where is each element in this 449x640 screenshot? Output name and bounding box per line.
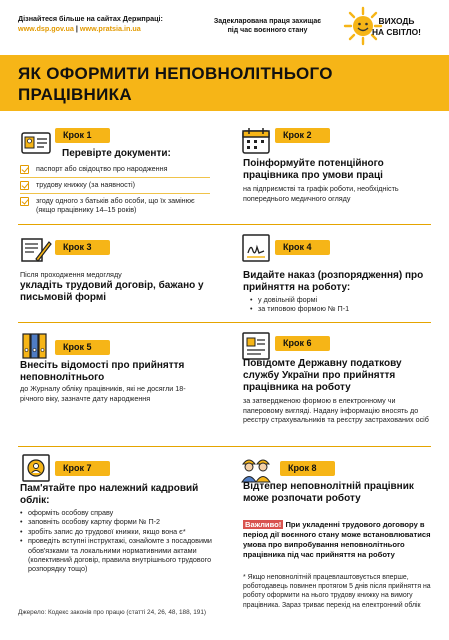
list-item: • у довільній формі [250, 295, 430, 304]
header-campaign [372, 16, 421, 38]
step-2-text: на підприємстві та графік роботи, необхідність попереднього медичного огляду [243, 184, 399, 203]
step-2-badge: Крок 2 [275, 128, 330, 143]
step-8-heading: Відтепер неповнолітній працівник може розпочати роботу [243, 481, 414, 504]
slogan-line-2: під час воєнного стану [227, 27, 308, 34]
attention-badge: Важливо! [245, 520, 282, 529]
step-6-badge: Крок 6 [275, 336, 330, 351]
id-card-icon [20, 127, 52, 159]
checklist-divider [20, 193, 210, 194]
header-links [18, 24, 163, 34]
step-1-heading: Перевірте документи: [62, 148, 171, 159]
step-5-badge: Крок 5 [55, 340, 110, 355]
step-8-badge: Крок 8 [280, 461, 335, 476]
step-8-footnote: * Якщо неповнолітній працевлаштовується вперше, роботодавець повинен протягом 5 днів після прийняття на роботу оформити на нього трудову книжку на вимогу працівника. Зараз триває перехід на електронний облік [243, 574, 431, 609]
list-item: • зробіть запис до трудової книжки, якщо вона є* [20, 527, 225, 536]
section-divider [18, 446, 431, 447]
link-dsp[interactable]: www.dsp.gov.ua [18, 24, 74, 33]
page-title-line-2: ПРАЦІВНИКА [18, 85, 132, 104]
checklist-item [20, 164, 215, 173]
step-4-heading: Видайте наказ (розпорядження) про прийняття на роботу: [243, 270, 424, 293]
link-pratsia[interactable]: www.pratsia.in.ua [79, 24, 141, 33]
step-7-list [20, 508, 225, 574]
checkbox-checked-icon [20, 165, 29, 174]
contract-pen-icon [20, 233, 52, 265]
checklist-divider [20, 177, 210, 178]
page-title-line-1: ЯК ОФОРМИТИ НЕПОВНОЛІТНЬОГО [18, 64, 333, 83]
step-7-badge: Крок 7 [55, 461, 110, 476]
step-7-heading: Пам'ятайте про належний кадровий облік: [20, 483, 199, 506]
step-1-badge: Крок 1 [55, 128, 110, 143]
section-divider [18, 224, 431, 225]
title-banner [0, 55, 449, 111]
step-3-badge: Крок 3 [55, 240, 110, 255]
step-3-text: Після проходження медогляду [20, 270, 122, 279]
calendar-icon [240, 125, 272, 157]
checkbox-checked-icon [20, 197, 29, 206]
page-title [18, 63, 398, 105]
step-2-heading: Поінформуйте потенційного працівника про умови праці [243, 158, 384, 181]
journal-binders-icon [20, 330, 52, 362]
header-learn-more: Дізнайтеся більше на сайтах Держпраці: [18, 14, 163, 23]
source-note: Джерело: Кодекс законів про працю (статті 24, 26, 48, 188, 191) [18, 609, 207, 616]
list-item: • за типовою формою № П-1 [250, 304, 430, 313]
header [0, 0, 449, 52]
step-6-text: за затвердженою формою в електронному чи паперовому вигляді. Надану інформацію вносять до реєстру страхувальників та реєстру застрахованих осіб [243, 396, 429, 425]
workers-icon [240, 452, 272, 484]
checkbox-checked-icon [20, 181, 29, 190]
campaign-line-2: НА СВІТЛО! [372, 27, 421, 37]
list-item: • оформіть особову справу [20, 508, 225, 517]
checklist-item [20, 196, 215, 214]
checklist-item [20, 180, 215, 189]
header-info [18, 14, 163, 34]
step-4-list [250, 295, 430, 314]
step-3-heading: укладіть трудовий договір, бажано у письмовій формі [20, 280, 204, 303]
slogan-line-1: Задекларована праця захищає [213, 18, 322, 25]
campaign-line-1: ВИХОДЬ [378, 16, 415, 26]
step-6-heading: Повідомте Державну податкову службу України про прийняття працівника на роботу [243, 358, 402, 393]
checklist-item-text: трудову книжку (за наявності) [36, 180, 135, 189]
header-slogan [190, 17, 345, 35]
personnel-record-icon [20, 452, 52, 484]
list-item: • проведіть вступні інструктажі, ознайомте з посадовими обов'язками та локальними нормативними актами (колективний договір, правила внутрішнього трудового розпорядку тощо) [20, 536, 225, 574]
section-divider [18, 322, 431, 323]
step-5-text: до Журналу обліку працівників, які не досягли 18-річного віку, зазначте дату народження [20, 384, 186, 403]
checklist-item-text: паспорт або свідоцтво про народження [36, 164, 168, 173]
step-8-attention [243, 520, 438, 560]
signed-order-icon [240, 232, 272, 264]
checklist-item-text: згоду одного з батьків або особи, що їх замінює (якщо працівнику 14–15 років) [36, 196, 195, 215]
attention-text: При укладенні трудового договору в період дії воєнного стану може встановлюватися умова про випробування неповнолітнього працівника під час прийняття на роботу [243, 520, 431, 559]
step-5-heading: Внесіть відомості про прийняття неповнолітнього [20, 360, 185, 383]
list-item: • заповніть особову картку форми № П-2 [20, 517, 225, 526]
link-separator: | [75, 24, 78, 33]
step-4-badge: Крок 4 [275, 240, 330, 255]
